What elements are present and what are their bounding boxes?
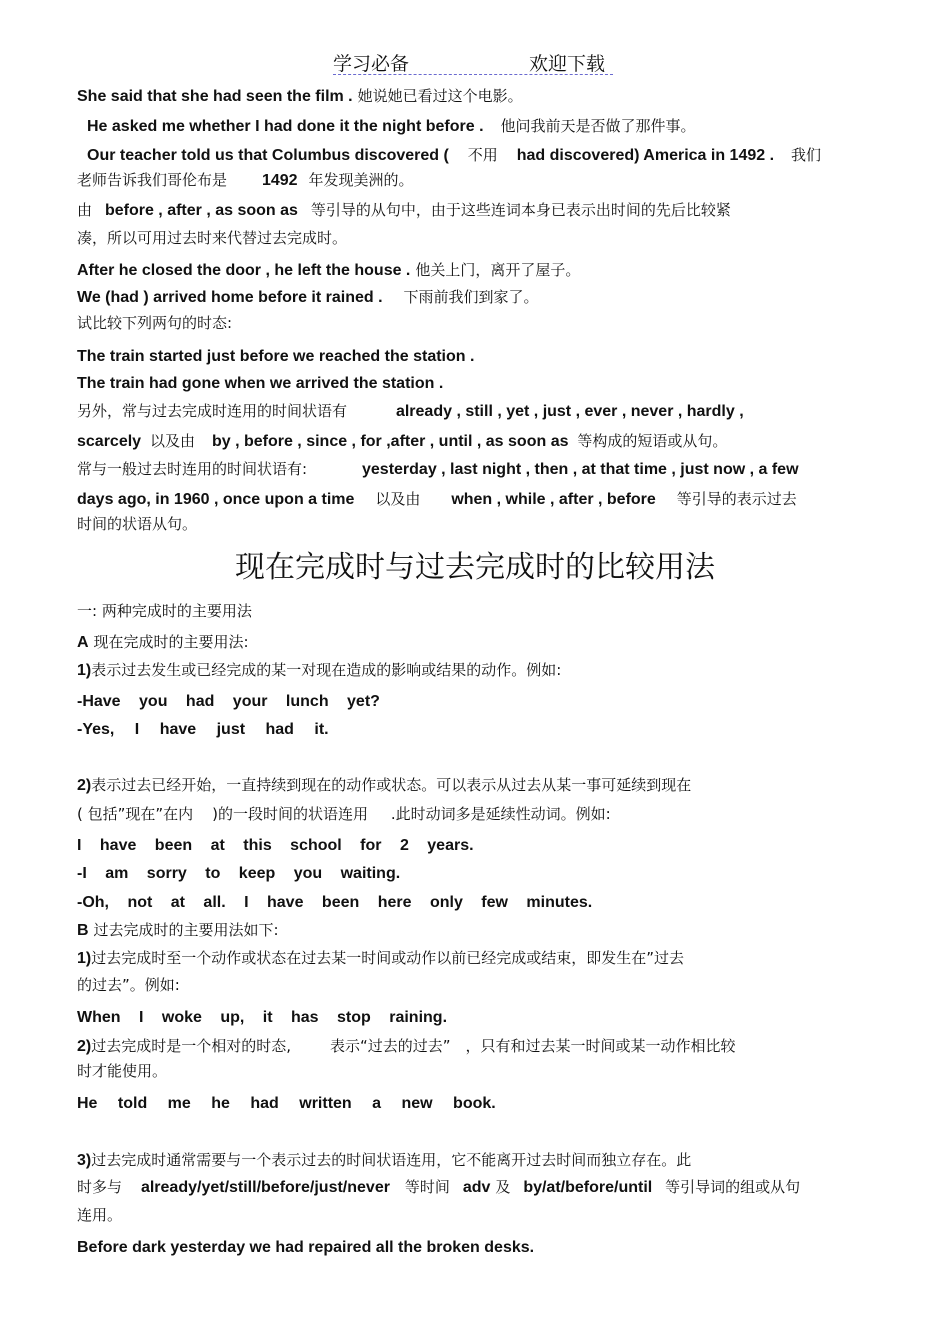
usage-keywords: already/yet/still/before/just/never [140,1179,390,1196]
example-line [87,145,821,166]
example-line [77,170,414,191]
example-en: had discovered) America in 1492 . [516,147,775,164]
header-left: 学习必备 [333,53,410,75]
usage-text: 过去完成时通常需要与一个表示过去的时间状语连用，它不能离开过去时间而独立存在。此 [91,1151,692,1169]
example-en: -I am sorry to keep you waiting. [77,865,401,882]
example-cn: 年发现美洲的。 [308,171,414,189]
example-line [77,1007,447,1028]
example-cn: 下雨前我们到家了。 [403,288,539,306]
example-en: Before dark yesterday we had repaired all the broken desks. [77,1239,535,1256]
adverbial-text: 另外，常与过去完成时连用的时间状语有 [77,402,348,420]
usage-line [77,1036,735,1057]
usage-line [77,975,180,995]
usage-line [77,804,611,824]
usage-number: 1) [77,950,92,967]
usage-text: 表示“过去的过去” [329,1037,451,1055]
section-subheading [77,601,252,621]
rule-line [77,200,731,221]
usage-keywords: by/at/before/until [523,1179,653,1196]
usage-number: 2) [77,1038,92,1055]
past-adverbial-text: 常与一般过去时连用的时间状语有: [77,460,308,478]
example-en: 1492 [261,172,298,189]
past-adverbial-keywords: when , while , after , before [451,491,656,508]
example-line [77,719,329,740]
rule-line [77,228,347,248]
compare-en: The train started just before we reached the station . [77,348,475,365]
usage-text: 的过去”。例如: [77,976,180,994]
example-cn: 他问我前天是否做了那件事。 [500,117,696,135]
part-a-heading [77,632,249,653]
usage-line [77,775,691,796]
part-text: 现在完成时的主要用法: [93,633,249,651]
example-line [77,1093,496,1114]
example-en: He asked me whether I had done it the night before . [87,118,484,135]
usage-text: 等时间 [404,1178,450,1196]
usage-text: 等引导词的组或从句 [665,1178,801,1196]
usage-text: 过去完成时至一个动作或状态在过去某一时间或动作以前已经完成或结束，即发生在”过去 [91,949,685,967]
compare-sentence [77,373,443,394]
adverbial-text: 以及由 [150,432,196,450]
usage-text: 表示过去已经开始，一直持续到现在的动作或状态。可以表示从过去从某一事可延续到现在 [91,776,692,794]
example-cn: 老师告诉我们哥伦布是 [77,171,228,189]
usage-line [77,1205,122,1225]
adverbial-keywords: already , still , yet , just , ever , never , hardly , [395,403,744,420]
usage-text: 时才能使用。 [77,1062,168,1080]
example-en: After he closed the door , he left the house . [77,262,411,279]
example-line [77,863,400,884]
past-adverbial-keywords: days ago, in 1960 , once upon a time [77,491,355,508]
example-line [77,691,380,712]
rule-text: 凑，所以可用过去时来代替过去完成时。 [77,229,348,247]
example-en: When I woke up, it has stop raining. [77,1009,448,1026]
part-label: B [77,922,89,939]
section-title: 现在完成时与过去完成时的比较用法 [235,550,715,585]
example-en: He told me he had written a new book. [77,1095,496,1112]
example-en: -Have you had your lunch yet? [77,693,380,710]
example-en: -Oh, not at all. I have been here only few minutes. [77,894,593,911]
rule-text: 等引导的从句中，由于这些连词本身已表示出时间的先后比较紧 [310,201,731,219]
past-adverbial-line [77,514,197,534]
example-line [77,892,592,913]
example-line [77,287,539,308]
past-adverbial-line [77,459,799,480]
example-en: We (had ) arrived home before it rained . [77,289,383,306]
compare-sentence [77,346,474,367]
adverbial-keywords: by , before , since , for ,after , until , as soon as [211,433,569,450]
rule-keywords: before , after , as soon as [104,202,298,219]
usage-line [77,948,684,969]
example-line [77,260,580,281]
usage-keywords: adv [462,1179,491,1196]
part-label: A [77,634,89,651]
example-line [77,1237,534,1258]
example-line [77,86,523,107]
rule-text: 由 [77,201,93,219]
usage-text: 过去完成时是一个相对的时态, [91,1037,292,1055]
usage-text: ( 包括”现在”在内 [77,805,194,823]
usage-text: 表示过去发生或已经完成的某一对现在造成的影响或结果的动作。例如: [91,661,562,679]
example-en: -Yes, I have just had it. [77,721,329,738]
example-cn: 不用 [467,146,498,164]
usage-text: 连用。 [77,1206,123,1224]
usage-line [77,1150,691,1171]
compare-en: The train had gone when we arrived the station . [77,375,444,392]
compare-heading [77,313,232,333]
compare-text: 试比较下列两句的时态: [77,314,233,332]
past-adverbial-text: 等引导的表示过去 [676,490,797,508]
example-line [77,835,474,856]
usage-text: )的一段时间的状语连用 [212,805,368,823]
usage-text: .此时动词多是延续性动词。例如: [390,805,611,823]
example-en: Our teacher told us that Columbus discovered ( [87,147,449,164]
example-line [87,116,695,137]
usage-text: 时多与 [77,1178,123,1196]
example-en: I have been at this school for 2 years. [77,837,474,854]
adverbial-keywords: scarcely [77,433,142,450]
part-text: 过去完成时的主要用法如下: [93,921,279,939]
header-right: 欢迎下载 [529,53,606,75]
adverbial-text: 等构成的短语或从句。 [577,432,728,450]
past-adverbial-text: 以及由 [375,490,421,508]
example-en: She said that she had seen the film . [77,88,353,105]
example-cn: 他关上门，离开了屋子。 [415,261,581,279]
past-adverbial-keywords: yesterday , last night , then , at that time , just now , a few [362,461,799,478]
adverbial-line [77,431,727,452]
part-b-heading [77,920,279,941]
past-adverbial-text: 时间的状语从句。 [77,515,198,533]
usage-number: 2) [77,777,92,794]
usage-number: 3) [77,1152,92,1169]
subheading-text: 一: 两种完成时的主要用法 [77,602,252,620]
example-cn: 我们 [790,146,821,164]
usage-line [77,1061,167,1081]
usage-text: 及 [495,1178,511,1196]
page-header [333,46,613,75]
usage-number: 1) [77,662,92,679]
adverbial-line [77,401,744,422]
usage-line [77,1177,800,1198]
example-cn: 她说她已看过这个电影。 [357,87,523,105]
usage-text: ，只有和过去某一时间或某一动作相比较 [465,1037,736,1055]
usage-line [77,660,561,681]
past-adverbial-line [77,489,797,510]
